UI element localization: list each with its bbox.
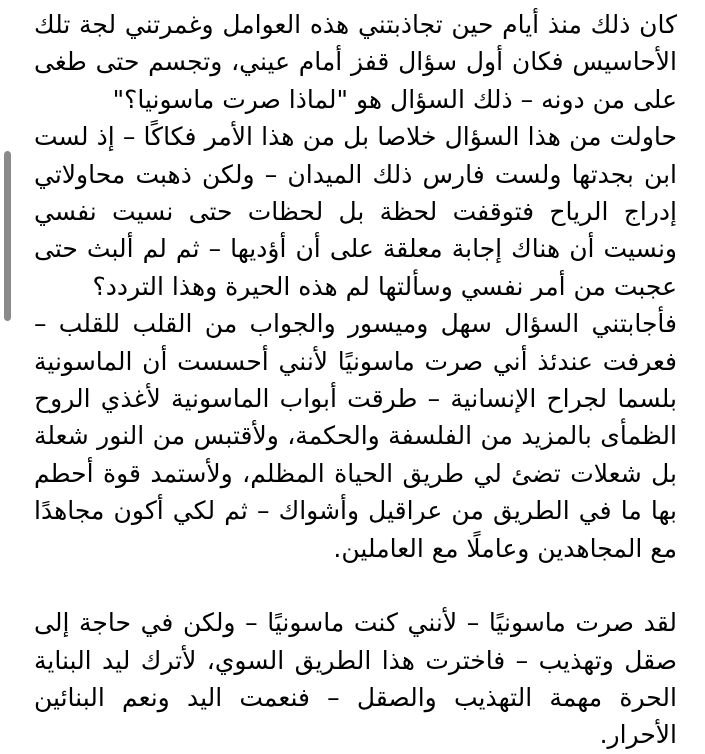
paragraph-4: لقد صرت ماسونيًا – لأنني كنت ماسونيًا – ولكن في حاجة إلى صقل وتهذيب – فاخترت هذا الطريق السوي، لأترك ليد البناية الحرة مهمة التهذيب والصقل – فنعمت اليد ونعم البنائين الأحرار.: [34, 608, 677, 750]
scrollbar-thumb[interactable]: [4, 151, 11, 321]
scrollbar[interactable]: [0, 0, 14, 718]
paragraph-2: حاولت من هذا السؤال خلاصا بل من هذا الأمر فكاكًا – إذ لست ابن بجدتها ولست فارس ذلك الميدان – ولكن ذهبت محاولاتي إدراج الرياح فتوقفت لحظة بل لحظات حتى نسيت نفسي ونسيت أن هناك إجابة معلقة على أن أؤديها – ثم لم ألبث حتى عجبت من أمر نفسي وسألتها لم هذه الحيرة وهذا التردد؟: [34, 122, 677, 301]
paragraph-3: فأجابتني السؤال سهل وميسور والجواب من القلب للقلب – فعرفت عندئذ أني صرت ماسونيًا لأنني أحسست أن الماسونية بلسما لجراح الإنسانية – طرقت أبواب الماسونية لأغذي الروح الظمأى بالمزيد من الفلسفة والحكمة، ولأقتبس من النور شعلة بل شعلات تضئ لي طريق الحياة المظلم، ولأستمد قوة أحطم بها ما في الطريق من عراقيل وأشواك – ثم لكي أكون مجاهدًا مع المجاهدين وعاملًا مع العاملين.: [34, 309, 677, 563]
document-text: [34, 6, 677, 754]
paragraph-spacer: [34, 567, 677, 604]
paragraph-1: كان ذلك منذ أيام حين تجاذبتني هذه العوامل وغمرتني لجة تلك الأحاسيس فكان أول سؤال قفز أمام عيني، وتجسم حتى طغى على من دونه – ذلك السؤال هو "لماذا صرت ماسونيا؟": [34, 10, 677, 114]
